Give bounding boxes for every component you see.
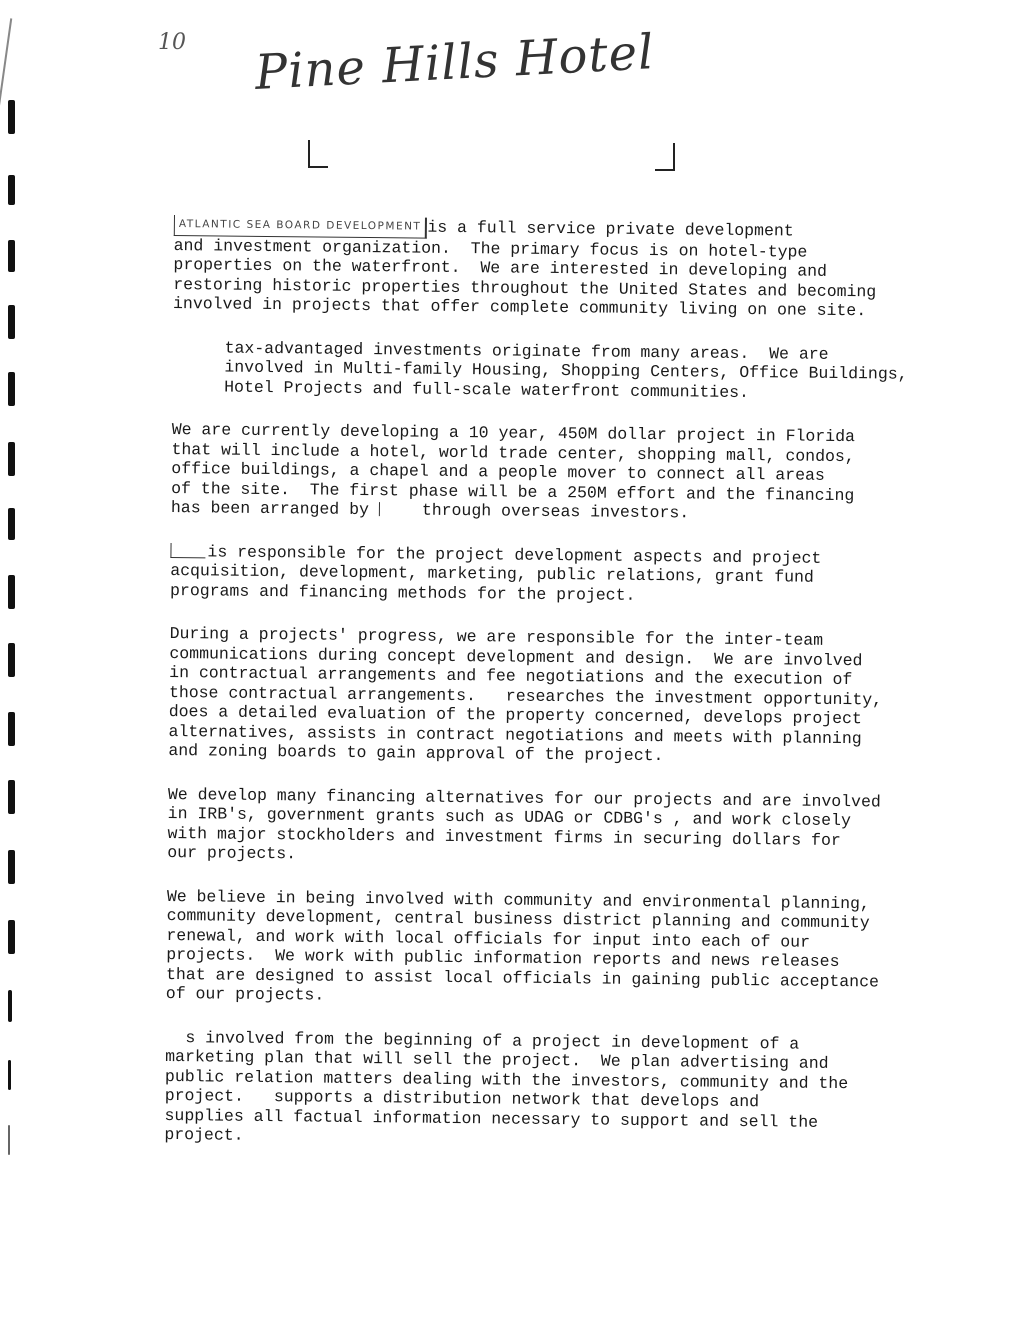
redaction-bracket-left [308, 140, 328, 168]
binder-mark [8, 780, 15, 814]
marketing-text-part1: s involved from the beginning of a project in development of a marketing plan that will sell the project. We plan advertising and public relation matters dealing with the investors, community and the project. [164, 1027, 849, 1106]
paragraph-progress [168, 624, 914, 768]
binder-mark [8, 712, 15, 746]
paragraph-marketing [164, 1027, 910, 1152]
progress-text-part2: researches the investment opportunity, does a detailed evaluation of the property concerned, develops project alternatives, assists in contract negotiations and meets with planning and zoning boards to gain approval of the project. [168, 686, 883, 766]
responsibilities-text: is responsible for the project development aspects and project acquisition, development, marketing, public relations, grant fund programs and financing methods for the project. [169, 541, 822, 605]
binder-mark [8, 990, 12, 1022]
intro-text: is a full service private development and investment organization. The primary focus is on hotel-type properties on the waterfront. We are interested in developing and restoring historic properties throughout the United States and becoming involved in projects that offer complete community living on one site. [172, 217, 877, 321]
binder-mark [8, 240, 15, 272]
binder-mark [8, 850, 15, 884]
progress-text-part1: During a projects' progress, we are responsible for the inter-team communications during concept development and design. We are involved in contractual arrangements and fee negotiations and the execution of those contractual arrangements. [168, 623, 863, 705]
paragraph-community [166, 886, 912, 1011]
community-text: We believe in being involved with community and environmental planning, community development, central business district planning and community renewal, and work with local officials for input into each of our projects. We work with public information reports and news releases that are designed to assist local officials in gaining public acceptance of our projects. [165, 886, 880, 1005]
company-name: ATLANTIC SEA BOARD DEVELOPMENT [174, 215, 428, 238]
binder-mark [8, 372, 15, 406]
paragraph-financing [167, 784, 913, 870]
paragraph-responsibilities [170, 541, 916, 607]
redaction-gap [254, 1089, 272, 1103]
financing-text: We develop many financing alternatives for our projects and are involved in IRB's, government grants such as UDAG or CDBG's , and work closely with major stockholders and investment firms in securing dollars for our projects. [167, 784, 881, 864]
paragraph-investments [172, 337, 918, 403]
page-number: 10 [158, 30, 186, 55]
paragraph-intro [173, 215, 919, 321]
binder-mark [8, 1060, 11, 1090]
redaction-gap [165, 1029, 183, 1043]
binder-mark [8, 508, 15, 540]
document-body [164, 215, 919, 1176]
binder-mark [8, 175, 15, 205]
redaction-bracket-right [655, 143, 675, 171]
handwritten-title: Pine Hills Hotel [253, 24, 656, 101]
redaction-gap [486, 688, 504, 702]
paragraph-florida-project [171, 420, 917, 525]
binder-mark [8, 1125, 10, 1155]
binder-mark [8, 442, 15, 476]
binder-mark [8, 100, 15, 134]
marketing-text-part2: supports a distribution network that develops and supplies all factual information necessary to support and sell the project. [164, 1087, 819, 1145]
redaction-gap [170, 542, 205, 557]
investments-text: tax-advantaged investments originate from many areas. We are involved in Multi-family Housing, Shopping Centers, Office Buildings, Hotel Projects and full-scale waterfront communities. [224, 338, 908, 402]
redaction-gap [379, 502, 420, 516]
binder-mark [8, 920, 15, 954]
florida-text-part1: We are currently developing a 10 year, 450M dollar project in Florida that will include a hotel, world trade center, shopping mall, condos, office buildings, a chapel and a people mover to connect all areas of the site. The first phase will be a 250M effort and the financing has been arranged by [170, 419, 856, 520]
scan-edge-line [0, 18, 12, 107]
binder-mark [8, 575, 15, 609]
florida-text-part2: through overseas investors. [421, 500, 690, 523]
binder-mark [8, 305, 15, 339]
binder-mark [8, 643, 15, 677]
